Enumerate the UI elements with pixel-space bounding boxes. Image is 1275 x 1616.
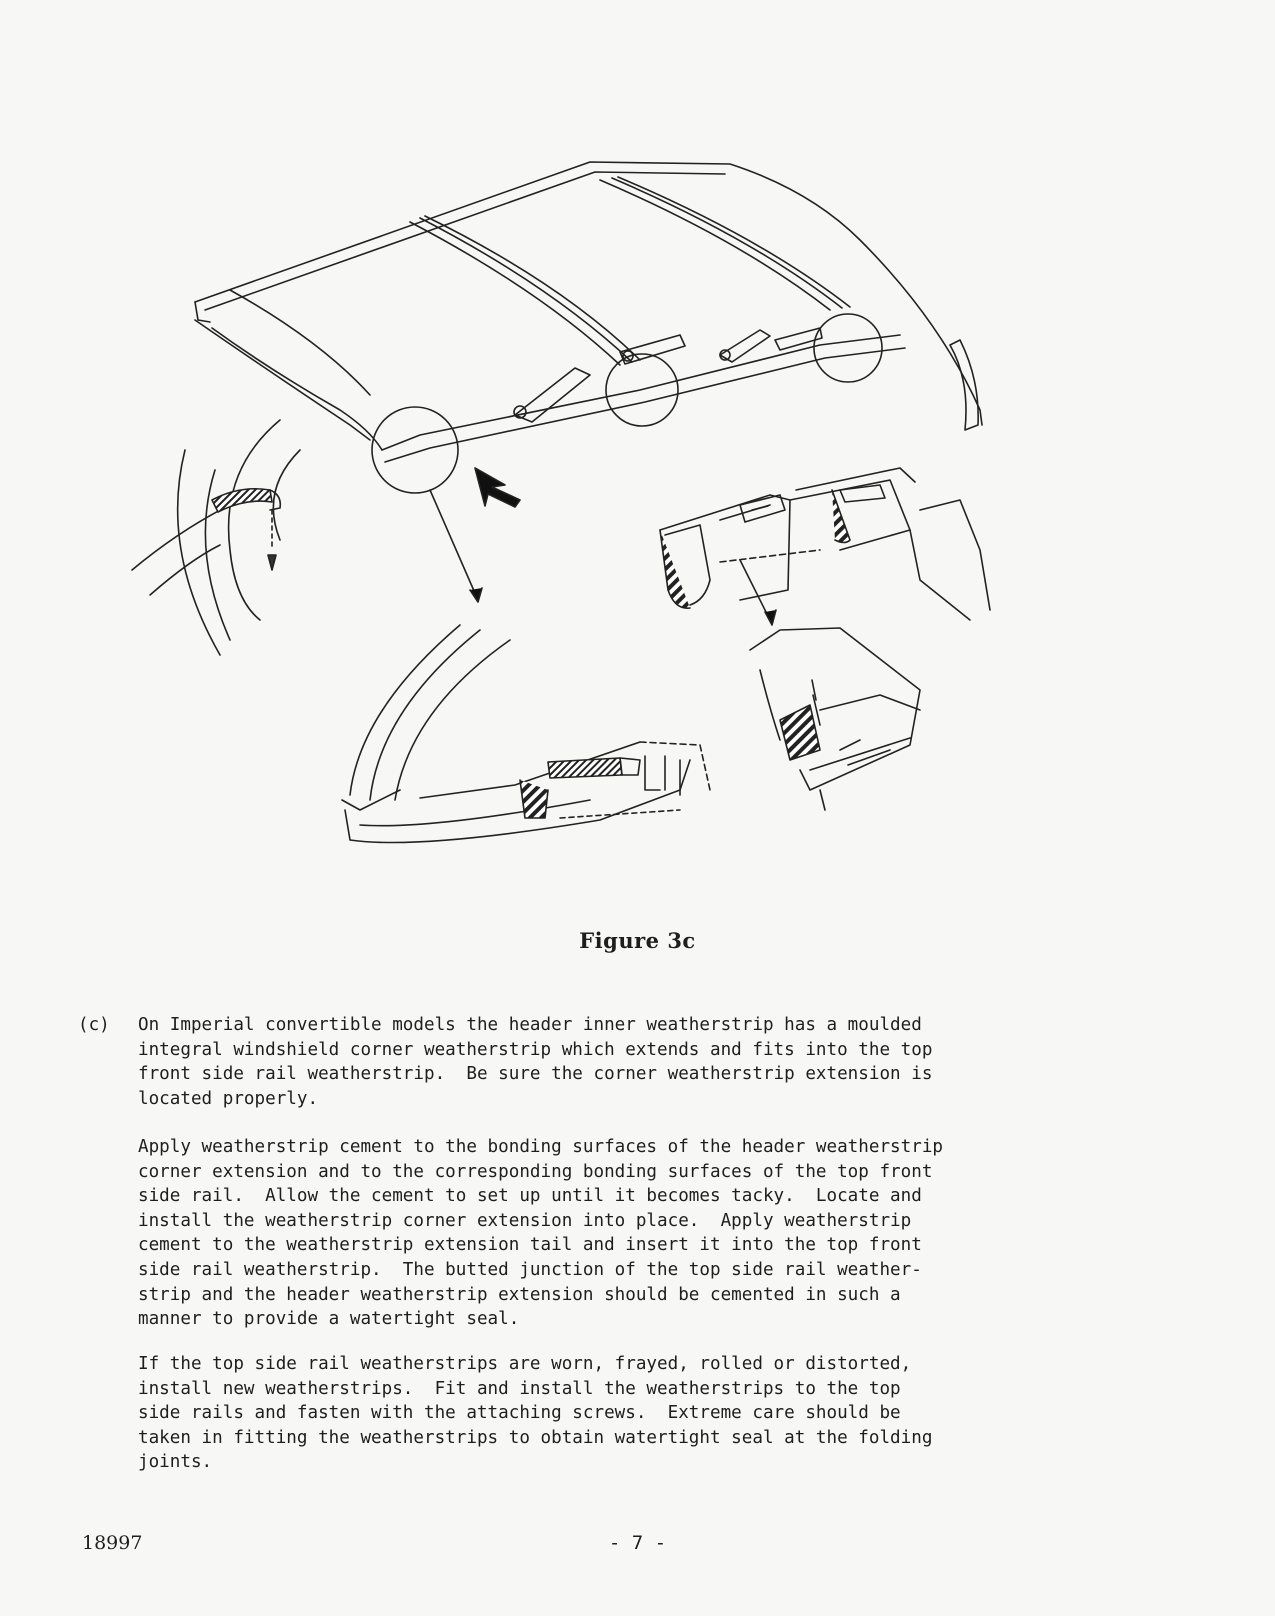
- document-number: 18997: [82, 1532, 143, 1554]
- windshield-corner-detail: [132, 420, 300, 655]
- section-c-paragraph-1: [78, 1013, 1098, 1111]
- paragraph-text: Apply weatherstrip cement to the bonding surfaces of the header weatherstrip corner extension and to the corresponding bonding surfaces of the top front side rail. Allow the cement to set up until it becomes tacky. Locate and install the weatherstrip corner extension into place. Apply weatherstrip cement to the weatherstrip extension tail and insert it into the top front side rail weatherstrip. The butted junction of the top side rail weather- strip and the header weatherstrip extension should be cemented in such a manner to provide a watertight seal.: [138, 1137, 944, 1330]
- detail-circle-rear: [814, 314, 882, 382]
- figure-3c-illustration: [120, 150, 1020, 870]
- corner-weatherstrip-detail: [342, 625, 710, 843]
- paragraph-text: If the top side rail weatherstrips are worn, frayed, rolled or distorted, install new weatherstrips. Fit and install the weatherstrips to the top side rails and fasten with the attaching screws. Extreme care should be taken in fitting the weatherstrips to obtain watertight seal at the folding joints.: [138, 1354, 933, 1473]
- figure-caption: Figure 3c: [579, 928, 696, 953]
- section-c-paragraph-3: [78, 1352, 1098, 1473]
- detail-circle-front-corner: [372, 407, 458, 493]
- section-c-paragraph-2: [78, 1135, 1098, 1330]
- convertible-top-drawing: [195, 162, 982, 602]
- section-label: (c): [78, 1015, 110, 1035]
- rail-section-detail: [660, 468, 990, 810]
- paragraph-text: On Imperial convertible models the header inner weatherstrip has a moulded integral windshield corner weatherstrip which extends and fits into the top front side rail weatherstrip. Be sure the corner weatherstrip extension is located properly.: [138, 1015, 933, 1109]
- page-number: - 7 -: [608, 1532, 667, 1554]
